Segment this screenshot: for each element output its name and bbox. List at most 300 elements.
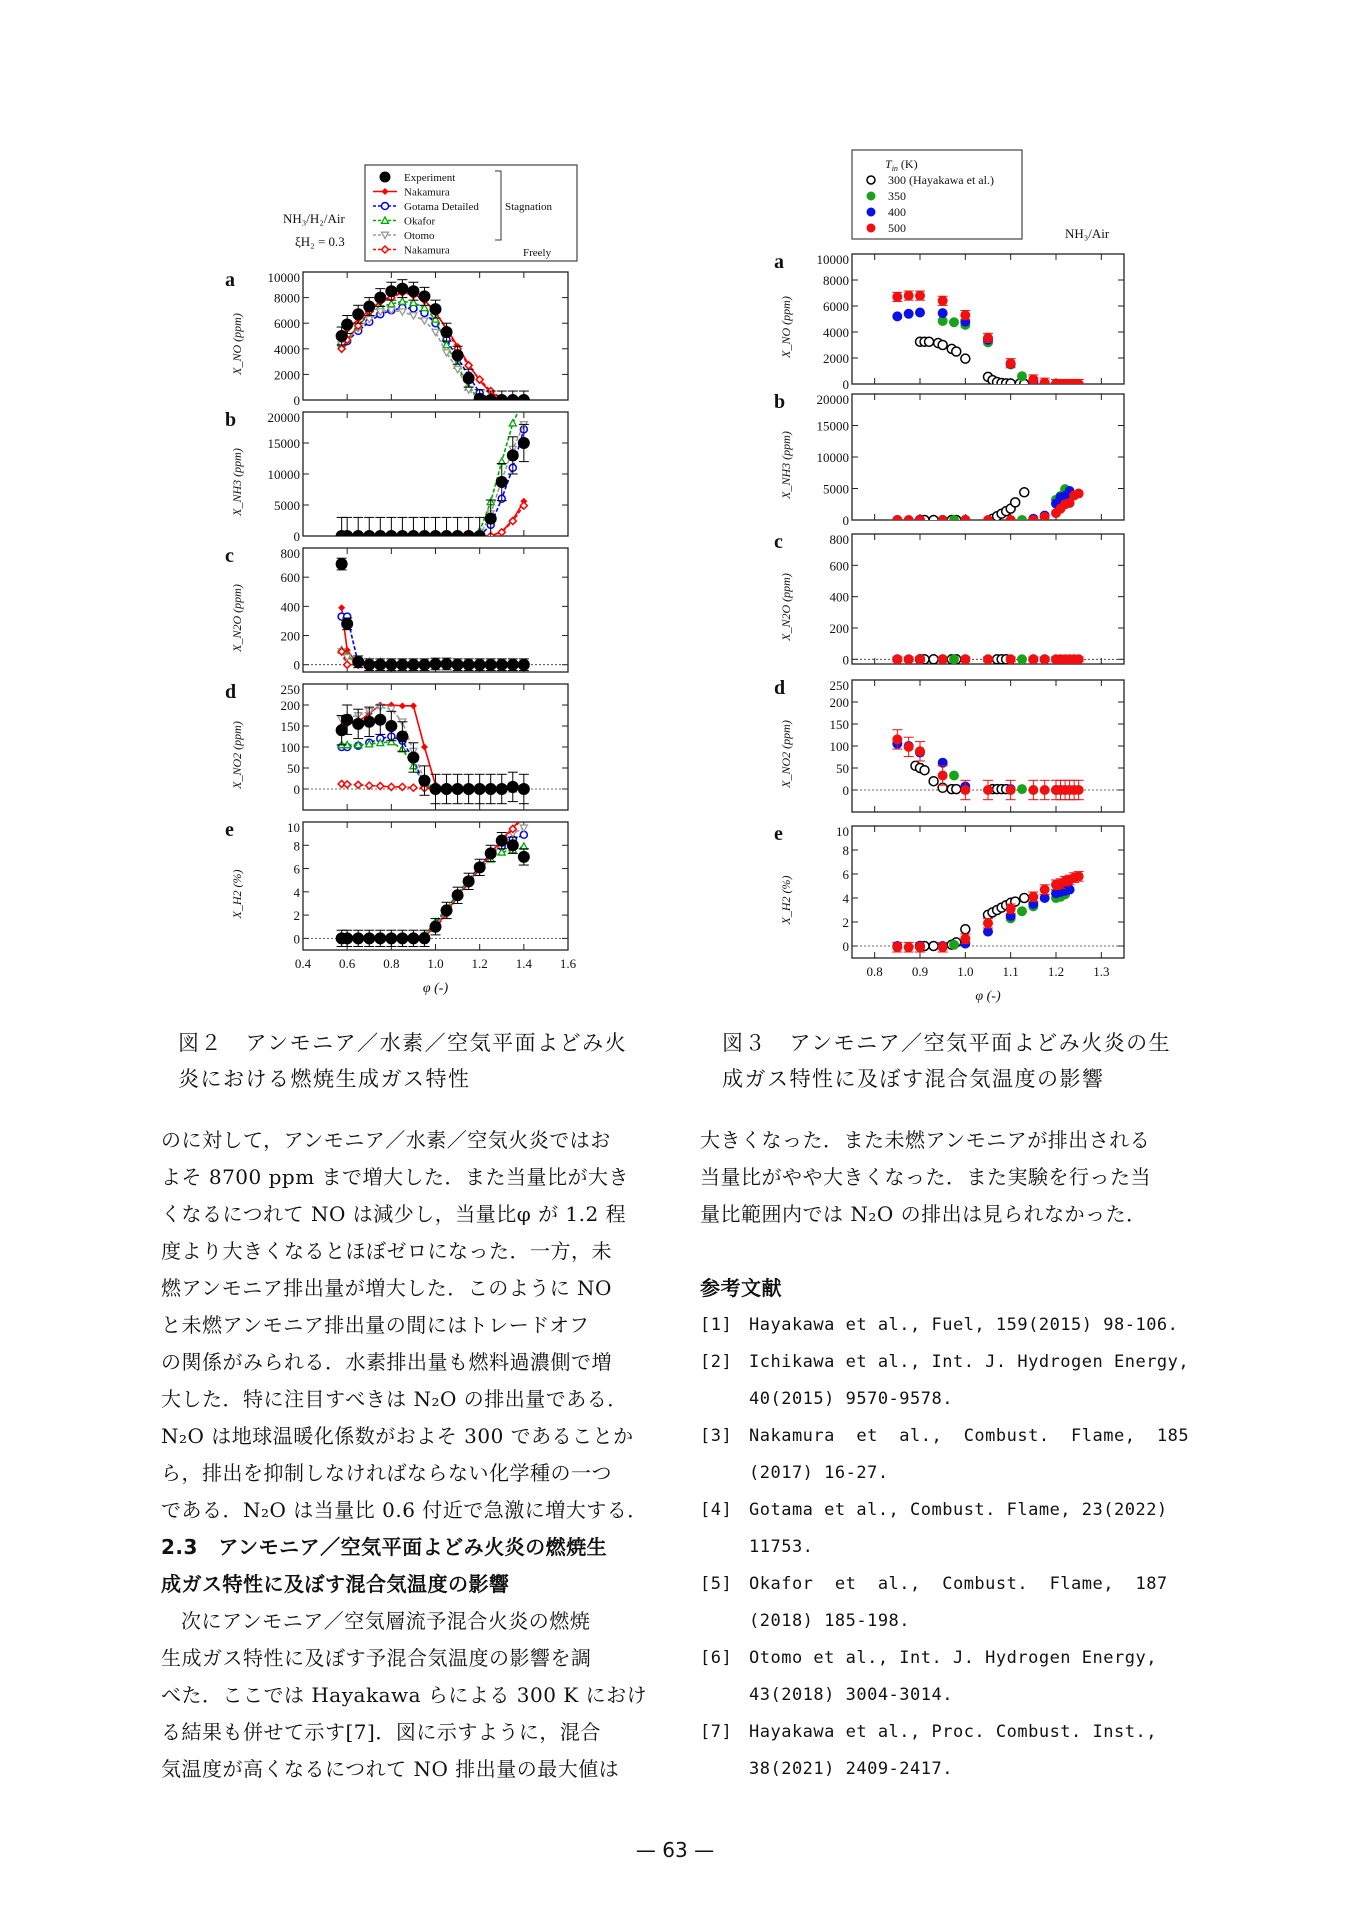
data-point bbox=[474, 784, 485, 795]
y-tick-label: 800 bbox=[280, 546, 300, 561]
reference-number: [7] bbox=[700, 1722, 733, 1742]
caption-line: 図３ アンモニア／空気平面よどみ火炎の生 bbox=[722, 1031, 1172, 1055]
data-point bbox=[397, 731, 408, 742]
data-point bbox=[496, 395, 507, 406]
data-point bbox=[441, 327, 452, 338]
data-point bbox=[386, 721, 397, 732]
panel-a bbox=[225, 269, 568, 409]
data-point bbox=[1074, 380, 1083, 389]
x-tick-label: 1.0 bbox=[957, 964, 974, 979]
panel-letter: d bbox=[225, 681, 237, 703]
legend-label: Nakamura bbox=[404, 186, 450, 199]
series-group bbox=[336, 702, 529, 804]
series-group bbox=[892, 730, 1083, 800]
data-point bbox=[353, 718, 364, 729]
data-point bbox=[1006, 786, 1015, 795]
y-tick-label: 10000 bbox=[816, 252, 849, 267]
y-tick-label: 6000 bbox=[823, 299, 849, 314]
data-point bbox=[1020, 488, 1029, 497]
data-point bbox=[375, 531, 386, 542]
data-point bbox=[1040, 885, 1049, 894]
data-point bbox=[386, 286, 397, 297]
figure-2-caption bbox=[178, 1025, 658, 1097]
reference-text: Okafor et al., Combust. Flame, 187 bbox=[749, 1574, 1168, 1594]
data-point bbox=[507, 395, 518, 406]
data-point bbox=[929, 777, 938, 786]
y-tick-label: 600 bbox=[829, 558, 849, 574]
left-column-text bbox=[161, 1122, 671, 1788]
plot-frame bbox=[852, 534, 1124, 664]
y-tick-label: 0 bbox=[293, 529, 300, 544]
data-point bbox=[518, 438, 529, 449]
reference-item bbox=[700, 1714, 1210, 1788]
body-line: 燃アンモニア排出量が増大した．このように NO bbox=[161, 1276, 612, 1300]
data-point bbox=[916, 655, 925, 664]
y-tick-label: 8000 bbox=[823, 273, 849, 288]
data-point bbox=[904, 655, 913, 664]
y-axis-label: X_NO (ppm) bbox=[779, 296, 793, 358]
reference-number: [1] bbox=[700, 1315, 733, 1335]
data-point bbox=[1029, 655, 1038, 664]
body-line: 生成ガス特性に及ぼす予混合気温度の影響を調 bbox=[161, 1646, 592, 1670]
data-point bbox=[904, 516, 913, 525]
section-heading: 2.3 アンモニア／空気平面よどみ火炎の燃焼生 bbox=[161, 1535, 608, 1559]
data-point bbox=[344, 661, 351, 668]
y-tick-label: 0 bbox=[293, 931, 300, 947]
data-point bbox=[410, 313, 417, 319]
body-line: 量比範囲内では N₂O の排出は見られなかった． bbox=[700, 1202, 1147, 1226]
legend-title-unit: (K) bbox=[897, 157, 918, 171]
data-point bbox=[961, 311, 970, 320]
data-point bbox=[342, 618, 353, 629]
data-point bbox=[1029, 516, 1038, 525]
data-point bbox=[452, 659, 463, 670]
y-tick-label: 20000 bbox=[816, 392, 849, 407]
data-point bbox=[1006, 516, 1015, 525]
references-list bbox=[700, 1307, 1210, 1788]
x-tick-label: 1.2 bbox=[1047, 964, 1065, 979]
data-point bbox=[364, 531, 375, 542]
data-point bbox=[399, 702, 406, 709]
caption-line: 炎における燃焼生成ガス特性 bbox=[178, 1067, 471, 1091]
panel-e bbox=[774, 823, 1124, 1004]
reference-item bbox=[700, 1418, 1210, 1492]
x-tick-label: 0.9 bbox=[911, 964, 929, 979]
reference-text: Hayakawa et al., Fuel, 159(2015) 98-106. bbox=[749, 1315, 1179, 1335]
data-point bbox=[904, 291, 913, 300]
data-point bbox=[952, 347, 961, 356]
y-tick-label: 250 bbox=[280, 682, 300, 697]
data-point bbox=[419, 775, 430, 786]
data-point bbox=[474, 393, 485, 404]
x-tick-label: 0.8 bbox=[383, 956, 400, 971]
mixture-label: NH₃/H₂/Air bbox=[283, 211, 345, 226]
panel-d bbox=[225, 681, 568, 810]
data-point bbox=[430, 784, 441, 795]
y-axis-label: X_NH3 (ppm) bbox=[230, 448, 244, 516]
x-tick-label: 1.2 bbox=[471, 956, 488, 971]
series-group bbox=[336, 558, 529, 670]
data-point bbox=[336, 559, 347, 570]
y-tick-label: 200 bbox=[280, 698, 300, 713]
data-point bbox=[463, 531, 474, 542]
y-tick-label: 20000 bbox=[267, 410, 300, 425]
series-line bbox=[342, 608, 524, 665]
y-axis-label: X_NO2 (ppm) bbox=[779, 720, 793, 788]
data-point bbox=[520, 825, 527, 831]
reference-text: (2017) 16-27. bbox=[749, 1463, 889, 1483]
y-tick-label: 250 bbox=[829, 678, 849, 693]
data-point bbox=[430, 531, 441, 542]
data-point bbox=[496, 835, 507, 846]
y-tick-label: 150 bbox=[280, 719, 300, 734]
data-point bbox=[366, 782, 373, 789]
data-point bbox=[1018, 372, 1027, 381]
y-tick-label: 0 bbox=[293, 393, 300, 408]
y-tick-label: 0 bbox=[842, 652, 849, 668]
data-point bbox=[916, 291, 925, 300]
series-group bbox=[893, 485, 1083, 525]
data-point bbox=[925, 337, 934, 346]
panel-letter: a bbox=[774, 251, 784, 273]
data-point bbox=[507, 781, 518, 792]
data-point bbox=[1006, 359, 1015, 368]
panel-b bbox=[225, 396, 568, 554]
legend-label: 500 bbox=[888, 221, 906, 235]
data-point bbox=[1040, 786, 1049, 795]
data-point bbox=[353, 309, 364, 320]
y-tick-label: 400 bbox=[280, 599, 300, 615]
data-point bbox=[867, 192, 875, 200]
panel-letter: c bbox=[774, 531, 783, 553]
data-point bbox=[1040, 655, 1049, 664]
body-line: 度より大きくなるとほぼゼロになった．一方，未 bbox=[161, 1239, 612, 1263]
data-point bbox=[421, 744, 428, 751]
data-point bbox=[336, 331, 347, 342]
legend-group-freely: Freely bbox=[523, 247, 552, 259]
plot-frame bbox=[852, 826, 1124, 958]
data-point bbox=[485, 395, 496, 406]
body-line: 大きくなった．また未燃アンモニアが排出される bbox=[700, 1128, 1151, 1152]
data-point bbox=[463, 373, 474, 384]
data-point bbox=[485, 513, 496, 524]
y-tick-label: 0 bbox=[842, 783, 849, 798]
data-point bbox=[507, 450, 518, 461]
data-point bbox=[950, 318, 959, 327]
y-axis-label: X_NH3 (ppm) bbox=[779, 431, 793, 499]
data-point bbox=[1006, 379, 1015, 388]
panel-letter: b bbox=[774, 391, 786, 413]
page-number: — 63 — bbox=[635, 1838, 715, 1862]
legend-label: 350 bbox=[888, 189, 906, 203]
series-group bbox=[336, 396, 529, 554]
y-tick-label: 4 bbox=[293, 884, 300, 900]
data-point bbox=[408, 531, 419, 542]
legend bbox=[852, 150, 1022, 239]
data-point bbox=[984, 655, 993, 664]
data-point bbox=[950, 516, 959, 525]
y-tick-label: 200 bbox=[280, 628, 300, 644]
data-point bbox=[1018, 785, 1027, 794]
data-point bbox=[397, 659, 408, 670]
y-tick-label: 0 bbox=[293, 782, 300, 797]
legend-label: Nakamura bbox=[404, 244, 450, 257]
data-point bbox=[355, 781, 362, 788]
data-point bbox=[929, 655, 938, 664]
y-tick-label: 4000 bbox=[274, 341, 300, 357]
data-point bbox=[1074, 655, 1083, 664]
data-point bbox=[929, 516, 938, 525]
data-point bbox=[397, 933, 408, 944]
data-point bbox=[1029, 786, 1038, 795]
panel-letter: e bbox=[225, 819, 234, 841]
panel-b bbox=[774, 391, 1124, 528]
data-point bbox=[893, 516, 902, 525]
x-axis-label: φ (-) bbox=[422, 981, 449, 996]
reference-number: [6] bbox=[700, 1648, 733, 1668]
data-point bbox=[463, 784, 474, 795]
data-point bbox=[1029, 892, 1038, 901]
data-point bbox=[452, 784, 463, 795]
data-point bbox=[950, 655, 959, 664]
body-line: 当量比がやや大きくなった．また実験を行った当 bbox=[700, 1165, 1151, 1189]
data-point bbox=[399, 298, 406, 304]
legend bbox=[365, 165, 577, 261]
legend-group-stagnation: Stagnation bbox=[505, 201, 553, 213]
data-point bbox=[904, 309, 913, 318]
data-point bbox=[399, 309, 406, 315]
data-point bbox=[364, 659, 375, 670]
body-line: 次にアンモニア／空気層流予混合火炎の燃焼 bbox=[181, 1609, 591, 1633]
data-point bbox=[342, 319, 353, 330]
data-point bbox=[1074, 872, 1083, 881]
caption-line: 図２ アンモニア／水素／空気平面よどみ火 bbox=[178, 1031, 628, 1055]
data-point bbox=[452, 350, 463, 361]
data-point bbox=[496, 477, 507, 488]
body-line: くなるにつれて NO は減少し，当量比φ が 1.2 程 bbox=[161, 1202, 627, 1226]
data-point bbox=[496, 784, 507, 795]
data-point bbox=[342, 714, 353, 725]
body-line: の関係がみられる．水素排出量も燃料過濃側で増 bbox=[161, 1350, 612, 1374]
y-tick-label: 15000 bbox=[267, 436, 300, 451]
data-point bbox=[410, 784, 417, 791]
y-tick-label: 6000 bbox=[274, 316, 300, 332]
panel-c bbox=[225, 545, 568, 673]
reference-text: 38(2021) 2409-2417. bbox=[749, 1759, 953, 1779]
y-tick-label: 2000 bbox=[274, 367, 300, 383]
legend-label: 300 (Hayakawa et al.) bbox=[888, 173, 994, 187]
data-point bbox=[950, 940, 959, 949]
data-point bbox=[984, 786, 993, 795]
x-tick-label: 1.4 bbox=[515, 956, 532, 971]
y-tick-label: 6 bbox=[293, 861, 300, 877]
data-point bbox=[520, 814, 527, 821]
data-point bbox=[1018, 655, 1027, 664]
y-tick-label: 800 bbox=[829, 532, 849, 547]
reference-text: 43(2018) 3004-3014. bbox=[749, 1685, 953, 1705]
data-point bbox=[518, 659, 529, 670]
panel-letter: e bbox=[774, 823, 783, 845]
panel-letter: d bbox=[774, 677, 786, 699]
data-point bbox=[938, 516, 947, 525]
y-tick-label: 50 bbox=[836, 761, 849, 776]
data-point bbox=[961, 516, 970, 525]
data-point bbox=[408, 659, 419, 670]
data-point bbox=[421, 318, 428, 324]
data-point bbox=[463, 876, 474, 887]
reference-number: [3] bbox=[700, 1426, 733, 1446]
data-point bbox=[961, 655, 970, 664]
data-point bbox=[916, 943, 925, 952]
data-point bbox=[386, 933, 397, 944]
data-point bbox=[452, 531, 463, 542]
y-axis-label: X_NO2 (ppm) bbox=[230, 721, 244, 789]
data-point bbox=[419, 291, 430, 302]
y-tick-label: 50 bbox=[287, 761, 300, 776]
reference-text: Hayakawa et al., Proc. Combust. Inst., bbox=[749, 1722, 1157, 1742]
reference-text: Nakamura et al., Combust. Flame, 185 bbox=[749, 1426, 1190, 1446]
data-point bbox=[375, 659, 386, 670]
series-line bbox=[342, 817, 524, 938]
data-point bbox=[496, 659, 507, 670]
reference-text: 40(2015) 9570-9578. bbox=[749, 1389, 953, 1409]
panel-c bbox=[774, 531, 1124, 667]
x-tick-label: 0.6 bbox=[339, 956, 356, 971]
data-point bbox=[338, 604, 345, 611]
data-point bbox=[507, 840, 518, 851]
body-line: 気温度が高くなるにつれて NO 排出量の最大値は bbox=[161, 1757, 620, 1781]
data-point bbox=[916, 308, 925, 317]
data-point bbox=[893, 735, 902, 744]
data-point bbox=[893, 655, 902, 664]
data-point bbox=[867, 224, 875, 232]
data-point bbox=[1006, 655, 1015, 664]
panel-e bbox=[225, 813, 577, 996]
series-group bbox=[892, 655, 1083, 664]
series-line bbox=[342, 816, 524, 938]
figure-3 bbox=[760, 140, 1150, 1020]
data-point bbox=[938, 943, 947, 952]
data-point bbox=[386, 659, 397, 670]
y-tick-label: 0 bbox=[293, 657, 300, 673]
data-point bbox=[364, 716, 375, 727]
y-tick-label: 100 bbox=[829, 739, 849, 754]
series-group bbox=[336, 813, 529, 947]
y-tick-label: 6 bbox=[842, 867, 849, 882]
data-point bbox=[485, 848, 496, 859]
data-point bbox=[485, 784, 496, 795]
y-axis-label: X_N2O (ppm) bbox=[779, 573, 793, 641]
data-point bbox=[916, 516, 925, 525]
y-tick-label: 4000 bbox=[823, 325, 849, 340]
body-line: と未燃アンモニア排出量の間にはトレードオフ bbox=[161, 1313, 590, 1337]
y-tick-label: 10000 bbox=[267, 270, 300, 285]
data-point bbox=[916, 747, 925, 756]
data-point bbox=[377, 783, 384, 790]
figure-3-caption bbox=[722, 1025, 1202, 1097]
reference-text: Gotama et al., Combust. Flame, 23(2022) bbox=[749, 1500, 1168, 1520]
data-point bbox=[1018, 516, 1027, 525]
data-point bbox=[342, 531, 353, 542]
data-point bbox=[867, 208, 875, 216]
data-point bbox=[419, 531, 430, 542]
data-point bbox=[474, 659, 485, 670]
caption-line: 成ガス特性に及ぼす混合気温度の影響 bbox=[722, 1067, 1105, 1091]
reference-text: Otomo et al., Int. J. Hydrogen Energy, bbox=[749, 1648, 1157, 1668]
y-tick-label: 8 bbox=[842, 843, 849, 858]
data-point bbox=[509, 420, 516, 426]
legend-label: 400 bbox=[888, 205, 906, 219]
y-tick-label: 5000 bbox=[823, 481, 849, 497]
y-tick-label: 10000 bbox=[816, 450, 849, 465]
data-point bbox=[364, 301, 375, 312]
data-point bbox=[1006, 904, 1015, 913]
y-tick-label: 5000 bbox=[274, 498, 300, 513]
plot-frame bbox=[852, 394, 1124, 520]
y-tick-label: 2 bbox=[293, 908, 300, 924]
figure-2 bbox=[205, 160, 595, 1020]
panel-d bbox=[774, 677, 1124, 812]
body-line: る結果も併せて示す[7]．図に示すように，混合 bbox=[161, 1720, 601, 1744]
data-point bbox=[893, 312, 902, 321]
y-tick-label: 0 bbox=[842, 939, 849, 954]
data-point bbox=[410, 702, 417, 709]
xi-label: ξH₂ = 0.3 bbox=[295, 234, 345, 249]
reference-number: [4] bbox=[700, 1500, 733, 1520]
data-point bbox=[408, 933, 419, 944]
data-point bbox=[452, 890, 463, 901]
legend-label: Experiment bbox=[404, 172, 456, 184]
data-point bbox=[938, 341, 947, 350]
figure-2-chart bbox=[205, 160, 595, 1020]
data-point bbox=[397, 531, 408, 542]
data-point bbox=[1018, 907, 1027, 916]
data-point bbox=[364, 933, 375, 944]
data-point bbox=[1040, 378, 1049, 387]
legend-title-main: T bbox=[885, 157, 892, 171]
data-point bbox=[454, 366, 461, 372]
data-point bbox=[938, 655, 947, 664]
data-point bbox=[961, 934, 970, 943]
data-point bbox=[984, 516, 993, 525]
y-tick-label: 400 bbox=[829, 589, 849, 605]
y-tick-label: 2 bbox=[842, 915, 849, 930]
figure-3-chart bbox=[760, 140, 1150, 1020]
reference-text: Ichikawa et al., Int. J. Hydrogen Energy, bbox=[749, 1352, 1190, 1372]
body-line: である．N₂O は当量比 0.6 付近で急激に増大する． bbox=[161, 1498, 648, 1522]
x-tick-label: 1.3 bbox=[1093, 964, 1110, 979]
data-point bbox=[344, 781, 351, 788]
data-point bbox=[419, 933, 430, 944]
data-point bbox=[432, 329, 439, 335]
data-point bbox=[380, 172, 390, 182]
data-point bbox=[518, 784, 529, 795]
data-point bbox=[441, 905, 452, 916]
x-tick-label: 0.8 bbox=[866, 964, 883, 979]
reference-text: (2018) 185-198. bbox=[749, 1611, 911, 1631]
series-group bbox=[892, 872, 1083, 952]
data-point bbox=[518, 395, 529, 406]
data-point bbox=[353, 656, 364, 667]
y-axis-label: X_N2O (ppm) bbox=[230, 584, 244, 652]
data-point bbox=[485, 659, 496, 670]
data-point bbox=[961, 354, 970, 363]
legend-label: Okafor bbox=[404, 215, 436, 228]
data-point bbox=[904, 742, 913, 751]
data-point bbox=[961, 925, 970, 934]
data-point bbox=[419, 659, 430, 670]
references-heading: 参考文献 bbox=[700, 1276, 782, 1300]
